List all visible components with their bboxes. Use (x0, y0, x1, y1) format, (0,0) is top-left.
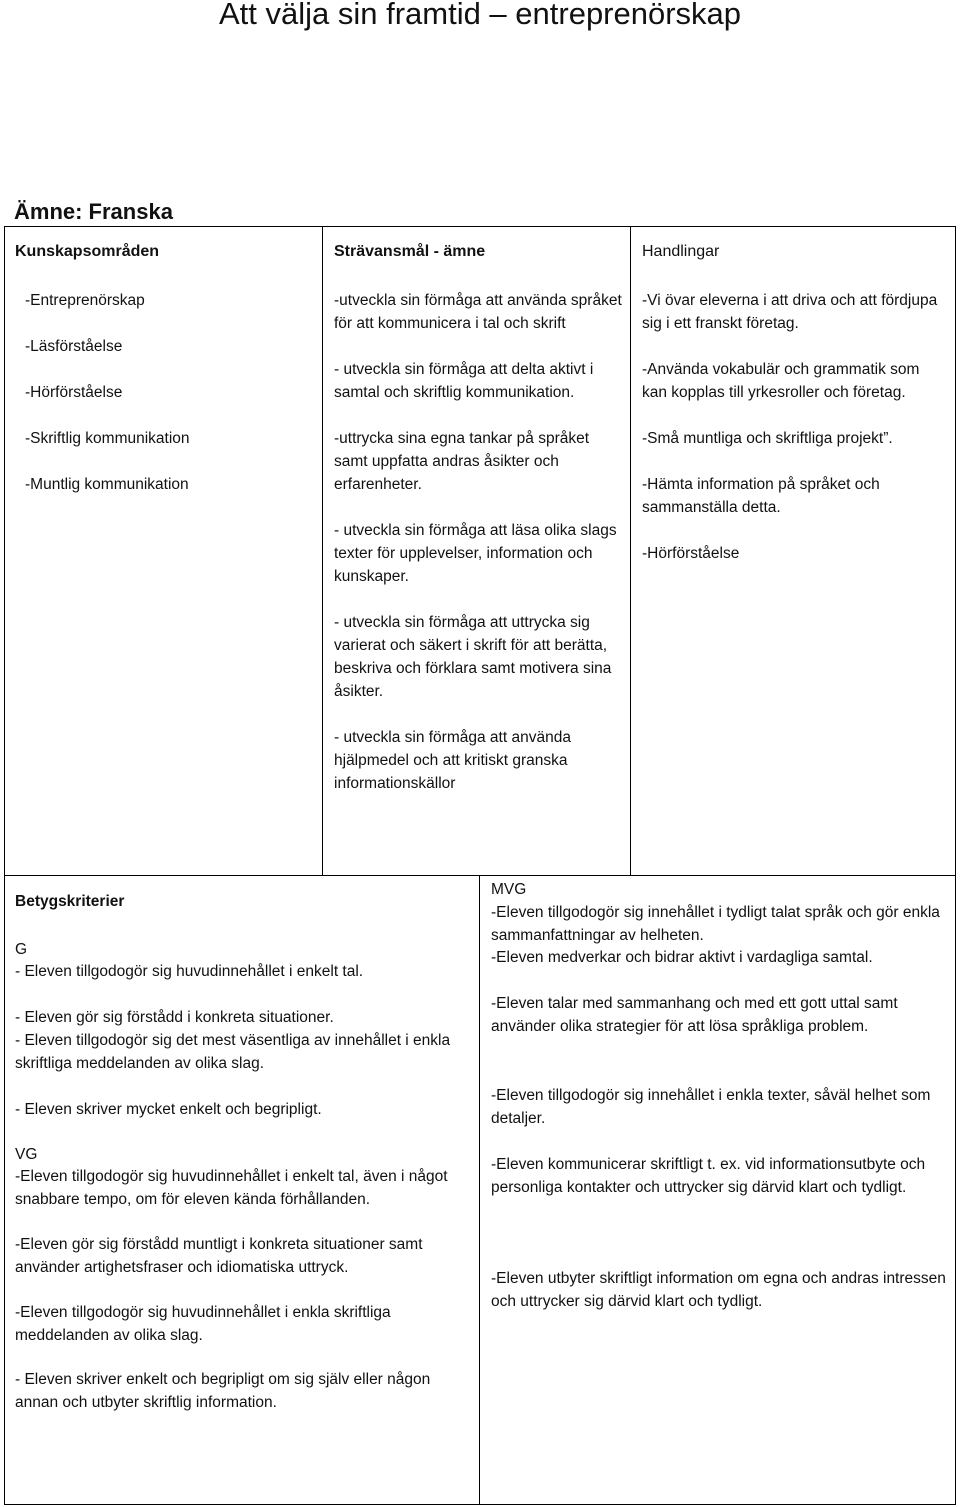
mvg-item: -Eleven kommunicerar skriftligt t. ex. vid informationsutbyte och personliga kontakter och uttrycker sig därvid klart och tydligt. (491, 1156, 926, 1196)
list-item: - utveckla sin förmåga att använda hjälpmedel och att kritiskt granska informationskällor (334, 729, 571, 792)
criteria-table (4, 875, 956, 1505)
list-item: - utveckla sin förmåga att läsa olika slags texter för upplevelser, information och kunskaper. (334, 522, 617, 585)
vg-item: -Eleven tillgodogör sig huvudinnehållet i enkelt tal, även i något snabbare tempo, om för eleven kända förhållanden. (15, 1168, 448, 1208)
mvg-item: -Eleven utbyter skriftligt information om egna och andras intressen och uttrycker sig därvid klart och tydligt. (491, 1270, 946, 1310)
list-item: - utveckla sin förmåga att uttrycka sig varierat och säkert i skrift för att berätta, beskriva och förklara samt motivera sina åsikter. (334, 614, 612, 700)
g-item: - Eleven tillgodogör sig huvudinnehållet i enkelt tal. (15, 963, 364, 980)
list-item: -Läsförståelse (25, 338, 123, 355)
stravansmal-list (334, 289, 624, 818)
list-item: -Använda vokabulär och grammatik som kan kopplas till yrkesroller och företag. (642, 361, 920, 401)
list-item: -Hörförståelse (25, 384, 123, 401)
header-kunskapsomraden: Kunskapsområden (15, 243, 160, 260)
kunskapsomraden-list (25, 289, 325, 519)
list-item: - utveckla sin förmåga att delta aktivt i samtal och skriftlig kommunikation. (334, 361, 594, 401)
vg-item: -Eleven tillgodogör sig huvudinnehållet i enkla skriftliga meddelanden av olika slag. (15, 1304, 391, 1344)
g-item: - Eleven skriver mycket enkelt och begripligt. (15, 1101, 322, 1118)
g-item: - Eleven tillgodogör sig det mest väsentliga av innehållet i enkla skriftliga meddelanden av olika slag. (15, 1032, 451, 1072)
column-divider (479, 876, 480, 1504)
mvg-item: -Eleven talar med sammanhang och med ett gott uttal samt använder olika strategier för att lösa språkliga problem. (491, 995, 898, 1035)
header-handlingar: Handlingar (642, 243, 720, 260)
column-divider (630, 227, 631, 875)
page-title: Att välja sin framtid – entreprenörskap (218, 0, 742, 31)
handlingar-list (642, 289, 942, 588)
vg-item: -Eleven gör sig förstådd muntligt i konkreta situationer samt använder artighetsfraser och idiomatiska uttryck. (15, 1236, 423, 1276)
goals-table (4, 226, 956, 876)
mvg-item: -Eleven medverkar och bidrar aktivt i vardagliga samtal. (491, 949, 873, 966)
mvg-item: -Eleven tillgodogör sig innehållet i enkla texter, såväl helhet som detaljer. (491, 1087, 931, 1127)
grade-label-g: G (15, 941, 28, 958)
list-item: -Hämta information på språket och sammanställa detta. (642, 476, 880, 516)
grade-label-vg: VG (15, 1146, 38, 1163)
g-item: - Eleven gör sig förstådd i konkreta situationer. (15, 1009, 334, 1026)
list-item: -uttrycka sina egna tankar på språket samt uppfatta andras åsikter och erfarenheter. (334, 430, 590, 493)
list-item: -utveckla sin förmåga att använda språket för att kommunicera i tal och skrift (334, 292, 622, 332)
list-item: -Skriftlig kommunikation (25, 430, 190, 447)
header-stravansmal: Strävansmål - ämne (334, 243, 486, 260)
criteria-heading: Betygskriterier (15, 893, 125, 910)
list-item: -Hörförståelse (642, 545, 740, 562)
grade-label-mvg: MVG (491, 881, 527, 898)
vg-item: - Eleven skriver enkelt och begripligt om sig själv eller någon annan och utbyter skriftlig information. (15, 1371, 431, 1411)
list-item: -Entreprenörskap (25, 292, 145, 309)
subject-heading: Ämne: Franska (14, 199, 173, 224)
list-item: -Vi övar eleverna i att driva och att fördjupa sig i ett franskt företag. (642, 292, 938, 332)
mvg-item: -Eleven tillgodogör sig innehållet i tydligt talat språk och gör enkla sammanfattningar av helheten. (491, 904, 940, 944)
list-item: -Muntlig kommunikation (25, 476, 189, 493)
list-item: -Små muntliga och skriftliga projekt”. (642, 430, 893, 447)
